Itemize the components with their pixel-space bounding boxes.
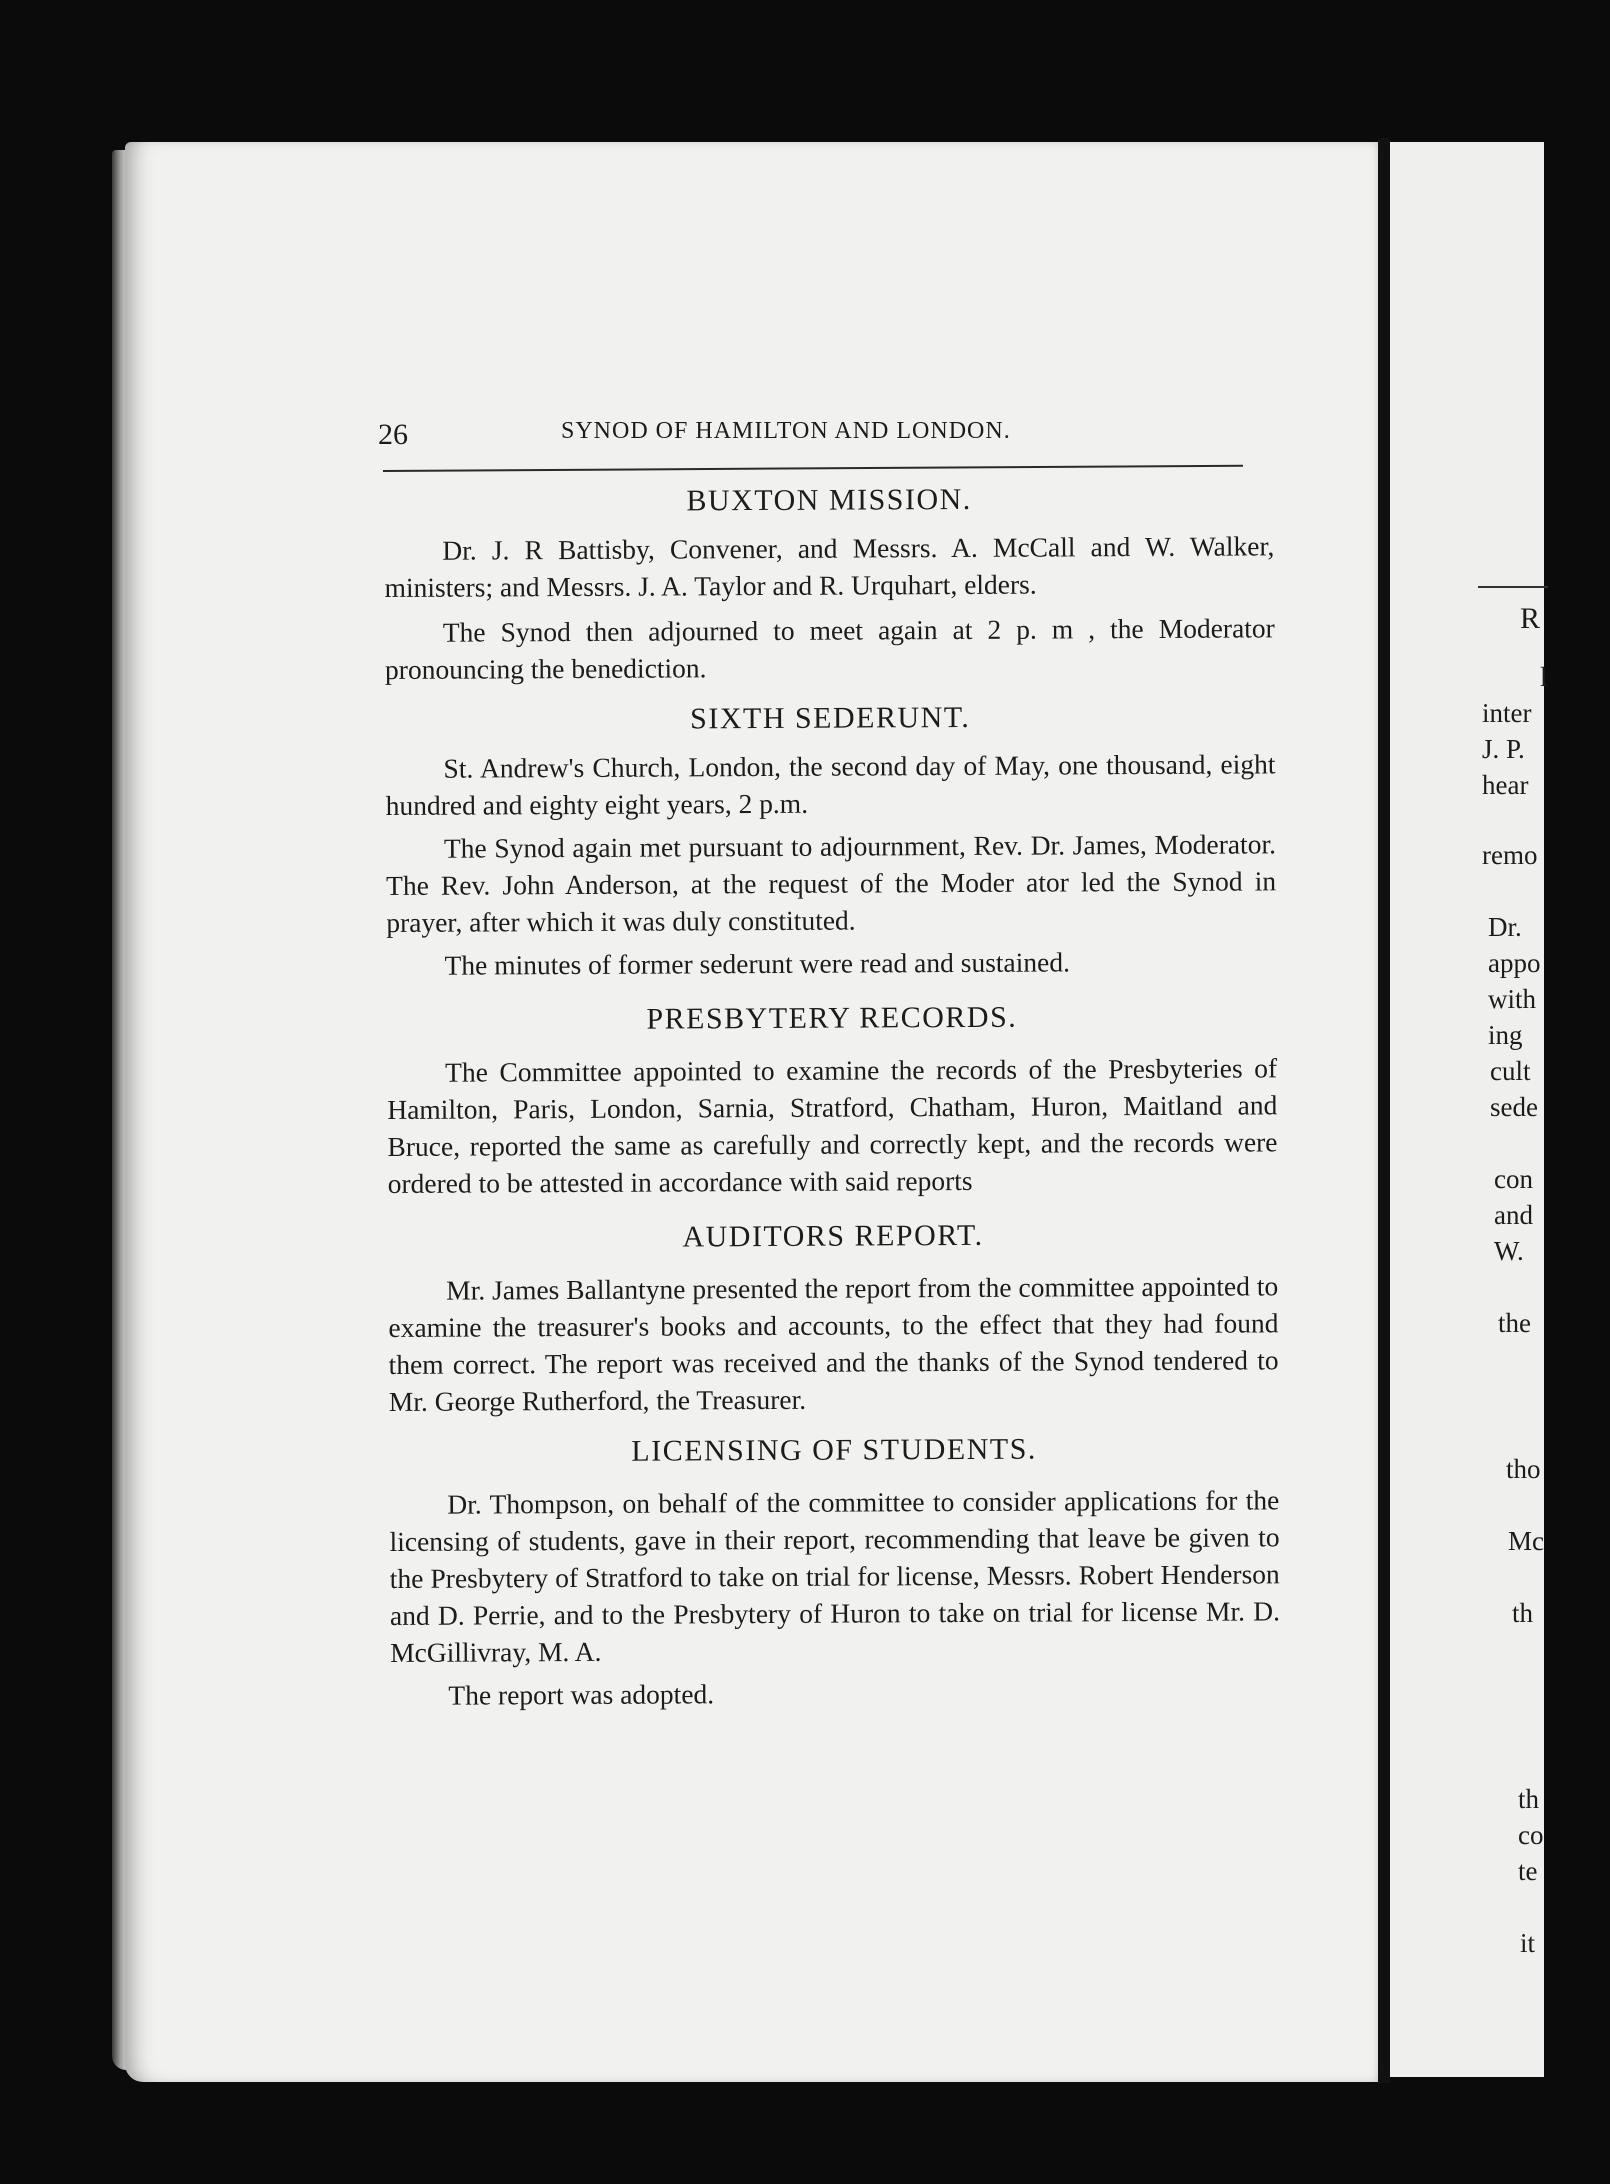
right-fragment: W. xyxy=(1494,1236,1524,1266)
page-number: 26 xyxy=(378,418,408,451)
right-fragment: co xyxy=(1518,1820,1544,1850)
right-fragment: the xyxy=(1498,1308,1531,1338)
right-fragment: con xyxy=(1494,1164,1533,1194)
right-fragment: J. P. xyxy=(1482,734,1525,764)
right-fragment: hear xyxy=(1482,770,1529,800)
right-fragment: it xyxy=(1520,1928,1536,1958)
right-fragment: with xyxy=(1488,984,1537,1014)
right-fragment: R xyxy=(1520,602,1541,635)
right-fragment: inter xyxy=(1482,698,1532,728)
paragraph: The Synod then adjourned to meet again at 2 p. m , the Moderator pronouncing the benediction. xyxy=(384,612,1275,685)
paragraph: The report was adopted. xyxy=(448,1678,715,1711)
right-fragment: tho xyxy=(1506,1454,1541,1484)
section-heading: PRESBYTERY RECORDS. xyxy=(646,1000,1018,1036)
right-fragment: th xyxy=(1512,1598,1534,1628)
right-fragment: remo xyxy=(1482,840,1538,870)
paragraph: The minutes of former sederunt were read and sustained. xyxy=(444,946,1071,981)
section-sixth-sederunt xyxy=(385,693,1276,984)
right-fragment: te xyxy=(1518,1856,1538,1886)
page-body xyxy=(384,475,1280,1714)
right-fragment: and xyxy=(1494,1200,1533,1230)
right-fragment: ing xyxy=(1488,1020,1523,1050)
paragraph: Dr. Thompson, on behalf of the committee to consider applications for the licensing of students, gave in their report, recommending that leave be given to the Presbytery of Stratford to take on trial for license, Messrs. Robert Henderson and D. Perrie, and to the Presbytery of Huron to take on trial for license Mr. D. McGillivray, M. A. xyxy=(389,1484,1281,1668)
section-heading: BUXTON MISSION. xyxy=(686,482,972,518)
section-auditors-report xyxy=(388,1211,1279,1420)
right-page-fragment xyxy=(1390,142,1548,2077)
section-buxton-mission xyxy=(384,475,1275,688)
section-heading: LICENSING OF STUDENTS. xyxy=(631,1432,1037,1468)
section-heading: AUDITORS REPORT. xyxy=(682,1218,984,1254)
right-fragment: appo xyxy=(1488,948,1541,978)
right-fragment: Dr. xyxy=(1488,912,1522,942)
right-page-header-rule xyxy=(1478,586,1548,588)
right-fragment: Mc xyxy=(1508,1526,1544,1556)
page-header xyxy=(378,418,1273,462)
section-heading: SIXTH SEDERUNT. xyxy=(690,700,971,736)
right-fragment: th xyxy=(1518,1784,1540,1814)
paragraph: Mr. James Ballantyne presented the report from the committee appointed to examine the treasurer's books and accounts, to the effect that they had found them correct. The report was received and the thanks of the Synod tendered to Mr. George Rutherford, the Treasurer. xyxy=(388,1270,1279,1417)
paragraph: Dr. J. R Battisby, Convener, and Messrs. A. McCall and W. Walker, ministers; and Messrs. J. A. Taylor and R. Urquhart, elders. xyxy=(384,530,1275,603)
section-licensing-of-students xyxy=(389,1425,1280,1714)
right-fragment: sede xyxy=(1490,1092,1538,1122)
paragraph: St. Andrew's Church, London, the second day of May, one thousand, eight hundred and eighty eight years, 2 p.m. xyxy=(385,748,1276,821)
right-fragment: l xyxy=(1540,662,1548,692)
running-head: SYNOD OF HAMILTON AND LONDON. xyxy=(561,418,1011,444)
paragraph: The Committee appointed to examine the records of the Presbyteries of Hamilton, Paris, London, Sarnia, Stratford, Chatham, Huron, Maitland and Bruce, reported the same as carefully and correctly kept, and the records were ordered to be attested in accordance with said reports xyxy=(387,1052,1278,1199)
right-fragment: cult xyxy=(1490,1056,1531,1086)
book-gutter xyxy=(1378,138,1390,2083)
paragraph: The Synod again met pursuant to adjournment, Rev. Dr. James, Moderator. The Rev. John Anderson, at the request of the Moder ator led the Synod in prayer, after which it was duly constituted. xyxy=(386,828,1277,938)
section-presbytery-records xyxy=(387,993,1278,1202)
